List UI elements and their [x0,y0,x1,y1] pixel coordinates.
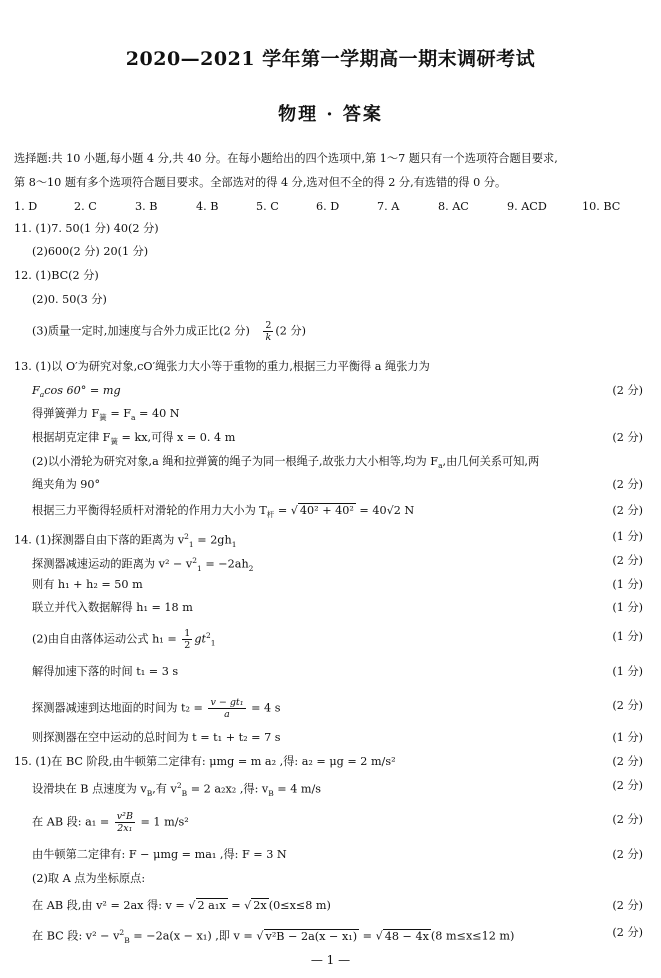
q11-line-1: 11. (1)7. 50(1 分) 40(2 分) [14,222,159,235]
score-label: (1 分) [612,665,643,678]
q13-line-6: 绳夹角为 90° [32,478,101,491]
q13-line-2: $F_a\cos$ 60° = mg [32,384,121,400]
score-label: (1 分) [612,731,643,744]
score-label: (2 分) [612,554,643,567]
q14-line-8: 则探测器在空中运动的总时间为 t = t₁ + t₂ = 7 s [32,731,281,744]
score-label: (2 分) [612,431,643,444]
mc-answer: 9. ACD [507,200,547,213]
q13-line-3: 得弹簧弹力 $F_簧 = F_a = 40$ N [32,407,180,423]
q14-line-3: 则有 h₁ + h₂ = 50 m [32,578,143,591]
q15-line-3: 在 AB 段: a₁ = $\frac{\text{v²B}}{\text{2x₁}}$ = 1 m/s² [32,811,189,834]
mc-answer: 4. B [196,200,219,213]
q13-line-4: 根据胡克定律 $F_簧$ = kx,可得 x = 0. 4 m [32,431,236,447]
score-label: (2 分) [612,755,643,768]
score-label: (1 分) [612,530,643,543]
q13-line-7: 根据三力平衡得轻质杆对滑轮的作用力大小为 $T_杆$ = √ 40² + 40² = 40√2 N [32,504,415,520]
score-label: (2 分) [612,779,643,792]
q14-line-4: 联立并代入数据解得 h₁ = 18 m [32,601,193,614]
score-label: (2 分) [612,899,643,912]
score-label: (1 分) [612,630,643,643]
score-label: (2 分) [612,504,643,517]
q14-line-7: 探测器减速到达地面的时间为 t₂ = $\frac{\text{v − gt₁}}{a}$ = 4 s [32,697,281,720]
q15-line-5: (2)取 A 点为坐标原点: [32,872,146,885]
q12-fraction: $\frac{2}{k}$ [265,320,272,343]
mc-answer: 5. C [256,200,279,213]
q15-line-7: 在 BC 段: $v^2 - v^2_B = -2a(x - x_1)$ ,即 v = √ v²B − 2a(x − x₁) = √ 48 − 4x (8 m≤x≤12 m) [32,928,515,945]
mc-answer: 8. AC [438,200,469,213]
mc-answer: 3. B [135,200,158,213]
q15-fraction-a1: $\frac{\text{v²B}}{\text{2x₁}}$ [116,811,133,834]
q15-line-1: 15. (1)在 BC 阶段,由牛顿第二定律有: μmg = m a₂ ,得: a₂ = μg = 2 m/s² [14,755,396,768]
mc-answer: 10. BC [582,200,621,213]
mc-answer: 6. D [316,200,340,213]
q14-line-6: 解得加速下落的时间 t₁ = 3 s [32,665,179,678]
mc-answer: 2. C [74,200,97,213]
mc-answer: 7. A [377,200,400,213]
page-subtitle: 物理 · 答案 [278,104,383,125]
mc-answer: 1. D [14,200,38,213]
score-label: (1 分) [612,578,643,591]
score-label: (2 分) [612,926,643,939]
page-number: — 1 — [310,953,351,967]
score-label: (2 分) [612,813,643,826]
q15-line-4: 由牛顿第二定律有: F − μmg = ma₁ ,得: F = 3 N [32,848,287,861]
q12-line-3-text: (3)质量一定时,加速度与合外力成正比(2 分) [32,324,250,338]
score-label: (2 分) [612,699,643,712]
q12-line-3: (3)质量一定时,加速度与合外力成正比(2 分) $\frac{2}{k}$ (2 分) [32,320,307,343]
q14-line-5: (2)由自由落体运动公式 h₁ = $\frac{1}{2}$ $gt^2_1$ [32,628,216,651]
q14-line-1: 14. (1)探测器自由下落的距离为 $v^2_1 = 2gh_1$ [14,532,237,549]
q13-line-5: (2)以小滑轮为研究对象,a 绳和拉弹簧的绳子为同一根绳子,故张力大小相等,均为 $F_a$,由几何关系可知,两 [32,455,540,471]
q13-line-1: 13. (1)以 O′为研究对象,cO′绳张力大小等于重物的重力,根据三力平衡得 a 绳张力为 [14,360,430,373]
q11-line-2: (2)600(2 分) 20(1 分) [32,245,149,258]
q14-line-2: 探测器减速运动的距离为 $v^2 - v^2_1 = -2ah_2$ [32,556,254,573]
score-label: (2 分) [612,848,643,861]
q12-line-2: (2)0. 50(3 分) [32,293,107,306]
score-label: (1 分) [612,601,643,614]
page-title: 2020—2021 学年第一学期高一期末调研考试 [125,48,536,70]
intro-line-1: 选择题:共 10 小题,每小题 4 分,共 40 分。在每小题给出的四个选项中,第 1～7 题只有一个选项符合题目要求, [14,152,558,165]
intro-line-2: 第 8～10 题有多个选项符合题目要求。全部选对的得 4 分,选对但不全的得 2 分,有选错的得 0 分。 [14,176,507,189]
q12-line-1: 12. (1)BC(2 分) [14,269,99,282]
q14-fraction-t2: $\frac{\text{v − gt₁}}{a}$ [210,697,244,720]
score-label: (2 分) [612,384,643,397]
score-label: (2 分) [612,478,643,491]
q15-line-2: 设滑块在 B 点速度为 $v_B$,有 $v^2_B = 2$ a₂x₂ ,得: $v_B = 4$ m/s [32,781,322,798]
q14-fraction-half: $\frac{1}{2}$ [184,628,191,651]
q15-line-6: 在 AB 段,由 v² = 2ax 得: v = √ 2 a₁x = √ 2x (0≤x≤8 m) [32,899,331,912]
